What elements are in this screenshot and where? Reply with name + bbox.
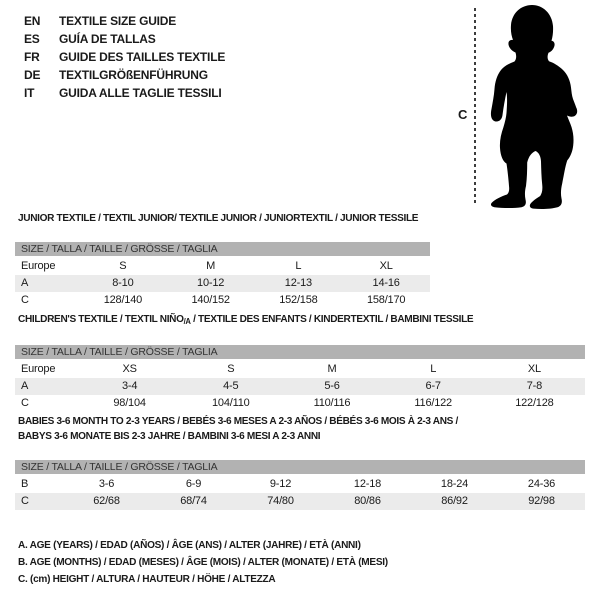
table-cell: L <box>295 260 302 272</box>
size-table <box>15 345 585 412</box>
language-row-it <box>24 84 225 102</box>
row-label: B <box>21 478 29 490</box>
table-cell: 6-7 <box>425 380 441 392</box>
table-cell: 24-36 <box>527 478 556 490</box>
language-row-de <box>24 66 225 84</box>
section-title <box>15 414 585 444</box>
table-cell: M <box>206 260 216 272</box>
row-label: C <box>21 397 29 409</box>
table-cell: 14-16 <box>372 277 400 289</box>
language-label: TEXTILGRÖßENFÜHRUNG <box>59 68 208 82</box>
language-label: TEXTILE SIZE GUIDE <box>59 14 177 28</box>
table-row <box>15 292 430 309</box>
table-row <box>15 493 585 510</box>
table-cell: 6-9 <box>185 478 202 490</box>
language-row-en <box>24 12 225 30</box>
table-cell: M <box>327 363 337 375</box>
legend-line-c: C. (cm) HEIGHT / ALTURA / HAUTEUR / HÖHE / ALTEZZA <box>18 573 276 585</box>
row-label: A <box>21 277 29 289</box>
table-cell: 110/116 <box>313 397 351 409</box>
table-cell: 9-12 <box>269 478 292 490</box>
size-bar: SIZE / TALLA / TAILLE / GRÖSSE / TAGLIA <box>15 242 430 256</box>
section-title-line: CHILDREN'S TEXTILE / TEXTIL $NIÑO_{/A}$ / TEXTILE DES ENFANTS / KINDERTEXTIL / BAMBINI TESSILE <box>18 313 474 326</box>
row-label: A <box>21 380 29 392</box>
table-cell: 104/110 <box>212 397 250 409</box>
table-cell: 74/80 <box>267 495 294 507</box>
table-cell: 12-18 <box>353 478 382 490</box>
language-list <box>24 12 225 102</box>
table-cell: S <box>227 363 235 375</box>
table-row <box>15 275 430 292</box>
table-cell: 62/68 <box>93 495 120 507</box>
table-cell: 128/140 <box>103 294 143 306</box>
language-code: FR <box>24 50 40 64</box>
table-cell: 80/86 <box>354 495 381 507</box>
table-cell: 12-13 <box>284 277 312 289</box>
size-bar: SIZE / TALLA / TAILLE / GRÖSSE / TAGLIA <box>15 345 585 359</box>
row-label: Europe <box>21 363 56 375</box>
table-cell: 5-6 <box>324 380 340 392</box>
table-cell: L <box>430 363 437 375</box>
table-cell: 7-8 <box>526 380 543 392</box>
size-table <box>15 460 585 510</box>
table-cell: 116/122 <box>414 397 452 409</box>
language-code: DE <box>24 68 41 82</box>
table-cell: S <box>119 260 127 272</box>
table-cell: 10-12 <box>197 277 225 289</box>
section-title-line: JUNIOR TEXTILE / TEXTIL JUNIOR/ TEXTILE JUNIOR / JUNIORTEXTIL / JUNIOR TESSILE <box>18 212 419 224</box>
legend-line-b: B. AGE (MONTHS) / EDAD (MESES) / ÂGE (MOIS) / ALTER (MONATE) / ETÀ (MESI) <box>18 556 388 568</box>
section-childrens-textile <box>15 312 585 412</box>
table-cell: 98/104 <box>113 397 146 409</box>
table-cell: 158/170 <box>366 294 406 306</box>
language-label: GUIDA ALLE TAGLIE TESSILI <box>59 86 222 100</box>
row-label: C <box>21 495 29 507</box>
table-cell: XL <box>379 260 393 272</box>
table-cell: 68/74 <box>180 495 207 507</box>
table-row <box>15 395 585 412</box>
table-cell: 86/92 <box>441 495 468 507</box>
size-table <box>15 242 430 309</box>
table-cell: 18-24 <box>440 478 469 490</box>
height-dashed-line <box>474 8 476 205</box>
language-label: GUÍA DE TALLAS <box>59 32 156 46</box>
legend <box>18 537 403 588</box>
table-row <box>15 361 585 378</box>
section-title <box>15 211 430 226</box>
row-label: C <box>21 294 29 306</box>
language-row-fr <box>24 48 225 66</box>
height-marker-label: C <box>458 107 468 122</box>
table-cell: 152/158 <box>279 294 318 306</box>
language-row-es <box>24 30 225 48</box>
table-row <box>15 258 430 275</box>
table-row <box>15 476 585 493</box>
table-cell: 92/98 <box>528 495 555 507</box>
table-cell: 3-4 <box>121 380 138 392</box>
language-code: EN <box>24 14 41 28</box>
table-cell: 8-10 <box>112 277 134 289</box>
table-cell: 140/152 <box>191 294 230 306</box>
size-bar: SIZE / TALLA / TAILLE / GRÖSSE / TAGLIA <box>15 460 585 474</box>
table-cell: 3-6 <box>98 478 115 490</box>
language-label: GUIDE DES TAILLES TEXTILE <box>59 50 226 64</box>
section-junior-textile <box>15 211 430 309</box>
section-title-line: BABIES 3-6 MONTH TO 2-3 YEARS / BEBÉS 3-6 MESES A 2-3 AÑOS / BÉBÉS 3-6 MOIS À 2-3 ANS / <box>18 415 458 427</box>
section-babies-textile <box>15 414 585 510</box>
table-row <box>15 378 585 395</box>
legend-line-a: A. AGE (YEARS) / EDAD (AÑOS) / ÂGE (ANS) / ALTER (JAHRE) / ETÀ (ANNI) <box>18 539 361 551</box>
row-label: Europe <box>21 260 56 272</box>
baby-toddler-silhouette-icon <box>480 4 582 210</box>
section-title-line: BABYS 3-6 MONATE BIS 2-3 JAHRE / BAMBINI 3-6 MESI A 2-3 ANNI <box>18 430 321 442</box>
table-cell: 122/128 <box>515 397 554 409</box>
language-code: IT <box>24 86 35 100</box>
table-cell: 4-5 <box>223 380 239 392</box>
table-cell: XL <box>527 363 541 375</box>
section-title <box>15 312 585 329</box>
table-cell: XS <box>122 363 137 375</box>
language-code: ES <box>24 32 40 46</box>
